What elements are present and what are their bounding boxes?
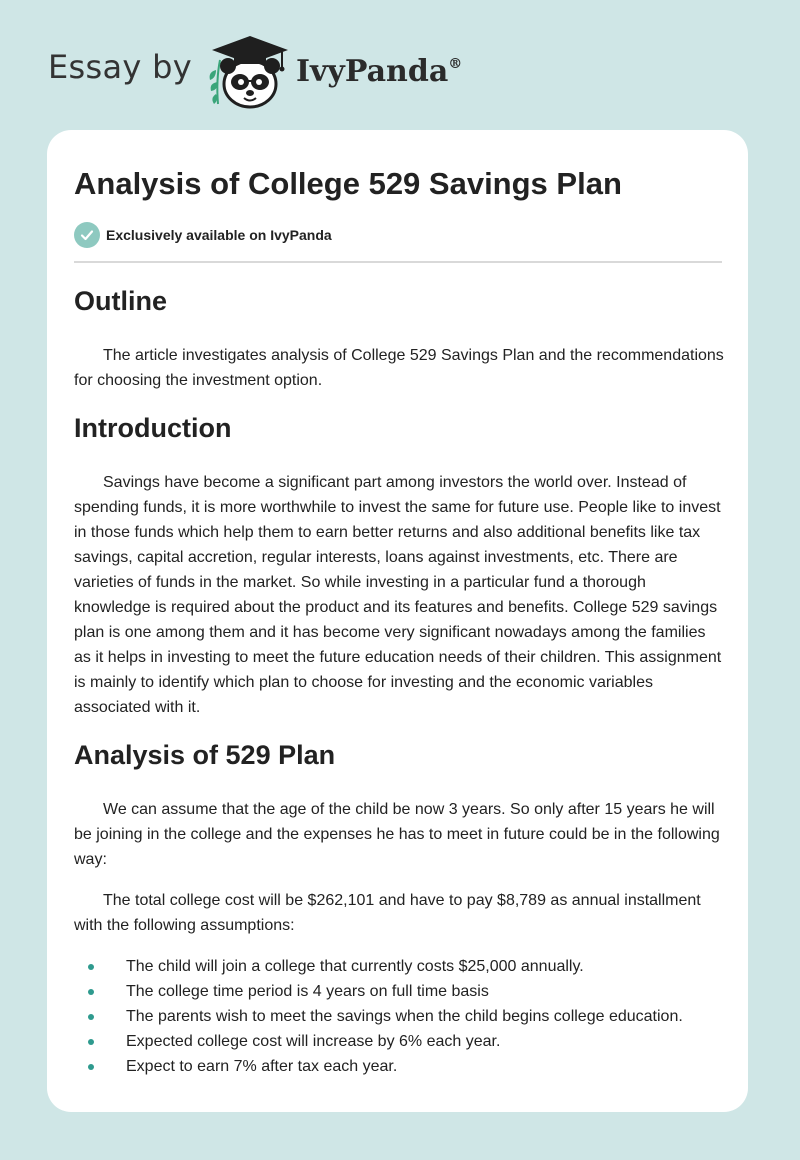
assumptions-list [74, 954, 724, 1079]
bullet-dot-icon [88, 964, 94, 970]
list-item-text: The parents wish to meet the savings when the child begins college education. [126, 1008, 683, 1025]
page-title: Analysis of College 529 Savings Plan [74, 166, 622, 201]
brand-text: IvyPanda [295, 53, 449, 89]
registered-mark: ® [448, 55, 463, 72]
brand-name[interactable] [296, 54, 462, 89]
list-item-text: Expected college cost will increase by 6% each year. [126, 1033, 501, 1050]
list-item [74, 954, 724, 979]
badge-text: Exclusively available on IvyPanda [106, 227, 332, 243]
title-divider [74, 261, 722, 263]
paragraph-introduction: Savings have become a significant part among investors the world over. Instead of spending funds, it is more worthwhile to invest the same for future use. People like to invest in those funds which help them to earn better returns and also additional benefits like tax savings, capital accretion, regular interests, loans against investments, etc. There are varieties of funds in the market. So while investing in a particular fund a thorough knowledge is required about the product and its features and benefits. College 529 savings plan is one among them and it has become very significant nowadays among the families as it helps in investing to meet the future education needs of their children. This assignment is mainly to identify which plan to choose for investing and the economic variables associated with it. [74, 474, 722, 716]
list-item [74, 979, 724, 1004]
panda-graduate-icon[interactable] [204, 30, 292, 110]
essay-by-label: Essay by [48, 48, 192, 86]
bullet-dot-icon [88, 989, 94, 995]
list-item-text: Expect to earn 7% after tax each year. [126, 1058, 398, 1075]
list-item [74, 1029, 724, 1054]
paragraph-outline: The article investigates analysis of College 529 Savings Plan and the recommendations for choosing the investment option. [74, 347, 724, 389]
paragraph-analysis-1: We can assume that the age of the child be now 3 years. So only after 15 years he will be joining in the college and the expenses he has to meet in future could be in the following way: [74, 801, 720, 868]
exclusive-badge [74, 222, 332, 248]
section-heading-introduction: Introduction [74, 413, 232, 443]
bullet-dot-icon [88, 1039, 94, 1045]
bullet-dot-icon [88, 1014, 94, 1020]
bullet-dot-icon [88, 1064, 94, 1070]
list-item-text: The child will join a college that currently costs $25,000 annually. [126, 958, 584, 975]
paragraph-analysis-2: The total college cost will be $262,101 and have to pay $8,789 as annual installment with the following assumptions: [74, 892, 701, 934]
check-circle-icon [74, 222, 100, 248]
site-header [48, 30, 548, 110]
list-item [74, 1004, 724, 1029]
list-item [74, 1054, 724, 1079]
section-heading-analysis: Analysis of 529 Plan [74, 740, 336, 770]
section-heading-outline: Outline [74, 286, 167, 316]
essay-card [47, 130, 748, 1112]
list-item-text: The college time period is 4 years on full time basis [126, 983, 489, 1000]
